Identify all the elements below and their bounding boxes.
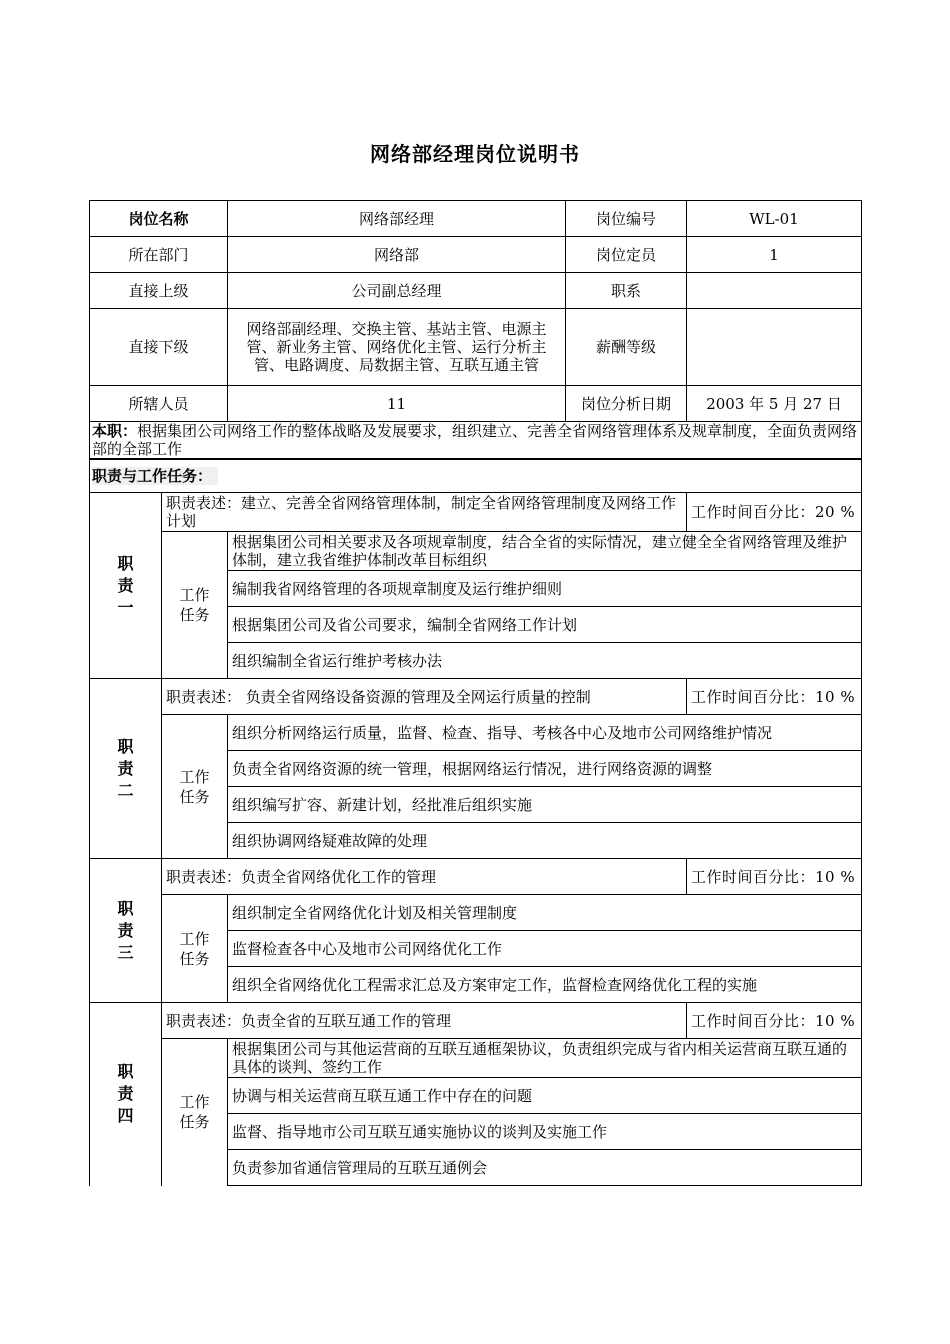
- duty-3-task-3: 组织全省网络优化工程需求汇总及方案审定工作，监督检查网络优化工程的实施: [228, 967, 862, 1003]
- position-code-label: 岗位编号: [566, 201, 687, 237]
- row-department: [90, 237, 862, 273]
- duty-3-task-label: 工作 任务: [162, 895, 228, 1003]
- row-core: [90, 422, 862, 460]
- duty-2-task-1: 组织分析网络运行质量，监督、检查、指导、考核各中心及地市公司网络维护情况: [228, 715, 862, 751]
- duty-4-task-row: [90, 1039, 862, 1078]
- duty-1-label: 职 责 一: [90, 493, 162, 679]
- core-duty-cell: [90, 422, 862, 460]
- staff-value: 11: [228, 386, 566, 422]
- duty-3-statement: 职责表述：负责全省网络优化工作的管理: [162, 859, 687, 895]
- duty-2-task-2: 负责全省网络资源的统一管理，根据网络运行情况，进行网络资源的调整: [228, 751, 862, 787]
- duty-2-task-label: 工作 任务: [162, 715, 228, 859]
- job-family-label: 职系: [566, 273, 687, 309]
- position-code-value: WL-01: [687, 201, 862, 237]
- analysis-date-label: 岗位分析日期: [566, 386, 687, 422]
- salary-grade-label: 薪酬等级: [566, 309, 687, 386]
- duty-1-percent: 工作时间百分比：20 %: [687, 493, 862, 532]
- salary-grade-value: [687, 309, 862, 386]
- duty-4-statement-row: [90, 1003, 862, 1039]
- duty-1-task-label: 工作 任务: [162, 532, 228, 679]
- duty-2-statement-row: [90, 679, 862, 715]
- duty-1-statement-row: [90, 493, 862, 532]
- duties-header-cell: [90, 459, 862, 493]
- duty-3-percent: 工作时间百分比：10 %: [687, 859, 862, 895]
- headcount-value: 1: [687, 237, 862, 273]
- core-duty-label: 本职：: [92, 422, 138, 440]
- duty-4-task-2: 协调与相关运营商互联互通工作中存在的问题: [228, 1078, 862, 1114]
- row-staff: [90, 386, 862, 422]
- row-subordinates: [90, 309, 862, 386]
- staff-label: 所辖人员: [90, 386, 228, 422]
- duty-1-task-1: 根据集团公司相关要求及各项规章制度，结合全省的实际情况，建立健全全省网络管理及维护体制，建立我省维护体制改革目标组织: [228, 532, 862, 571]
- row-position-name: [90, 201, 862, 237]
- position-name-label: 岗位名称: [90, 201, 228, 237]
- duty-1-task-4: 组织编制全省运行维护考核办法: [228, 643, 862, 679]
- position-name-value: 网络部经理: [228, 201, 566, 237]
- analysis-date-value: 2003 年 5 月 27 日: [687, 386, 862, 422]
- duty-2-statement: 职责表述： 负责全省网络设备资源的管理及全网运行质量的控制: [162, 679, 687, 715]
- job-family-value: [687, 273, 862, 309]
- duty-1-statement: 职责表述：建立、完善全省网络管理体制，制定全省网络管理制度及网络工作计划: [162, 493, 687, 532]
- duty-3-statement-row: [90, 859, 862, 895]
- duty-2-task-3: 组织编写扩容、新建计划，经批准后组织实施: [228, 787, 862, 823]
- department-label: 所在部门: [90, 237, 228, 273]
- duty-1-task-2: 编制我省网络管理的各项规章制度及运行维护细则: [228, 571, 862, 607]
- duty-4-label: 职 责 四: [90, 1003, 162, 1186]
- duty-2-label: 职 责 二: [90, 679, 162, 859]
- duty-4-statement: 职责表述：负责全省的互联互通工作的管理: [162, 1003, 687, 1039]
- row-duties-header: [90, 459, 862, 493]
- duty-3-task-row: [90, 895, 862, 931]
- duty-1-task-row: [90, 532, 862, 571]
- job-description-table: [89, 200, 862, 1186]
- department-value: 网络部: [228, 237, 566, 273]
- direct-superior-value: 公司副总经理: [228, 273, 566, 309]
- row-superior: [90, 273, 862, 309]
- duty-3-task-1: 组织制定全省网络优化计划及相关管理制度: [228, 895, 862, 931]
- duty-4-percent: 工作时间百分比：10 %: [687, 1003, 862, 1039]
- duty-3-task-2: 监督检查各中心及地市公司网络优化工作: [228, 931, 862, 967]
- direct-superior-label: 直接上级: [90, 273, 228, 309]
- headcount-label: 岗位定员: [566, 237, 687, 273]
- page-title: 网络部经理岗位说明书: [370, 142, 580, 166]
- core-duty-text: 根据集团公司网络工作的整体战略及发展要求，组织建立、完善全省网络管理体系及规章制度，全面负责网络部的全部工作: [92, 422, 858, 458]
- duty-4-task-4: 负责参加省通信管理局的互联互通例会: [228, 1150, 862, 1186]
- duty-2-task-4: 组织协调网络疑难故障的处理: [228, 823, 862, 859]
- duty-4-task-3: 监督、指导地市公司互联互通实施协议的谈判及实施工作: [228, 1114, 862, 1150]
- duties-header: 职责与工作任务：: [92, 467, 218, 485]
- duty-2-percent: 工作时间百分比：10 %: [687, 679, 862, 715]
- duty-4-task-1: 根据集团公司与其他运营商的互联互通框架协议，负责组织完成与省内相关运营商互联互通的具体的谈判、签约工作: [228, 1039, 862, 1078]
- duty-4-task-label: 工作 任务: [162, 1039, 228, 1186]
- duty-1-task-3: 根据集团公司及省公司要求，编制全省网络工作计划: [228, 607, 862, 643]
- direct-subordinates-label: 直接下级: [90, 309, 228, 386]
- duty-2-task-row: [90, 715, 862, 751]
- duty-3-label: 职 责 三: [90, 859, 162, 1003]
- direct-subordinates-value: 网络部副经理、交换主管、基站主管、电源主管、新业务主管、网络优化主管、运行分析主管、电路调度、局数据主管、互联互通主管: [228, 309, 566, 386]
